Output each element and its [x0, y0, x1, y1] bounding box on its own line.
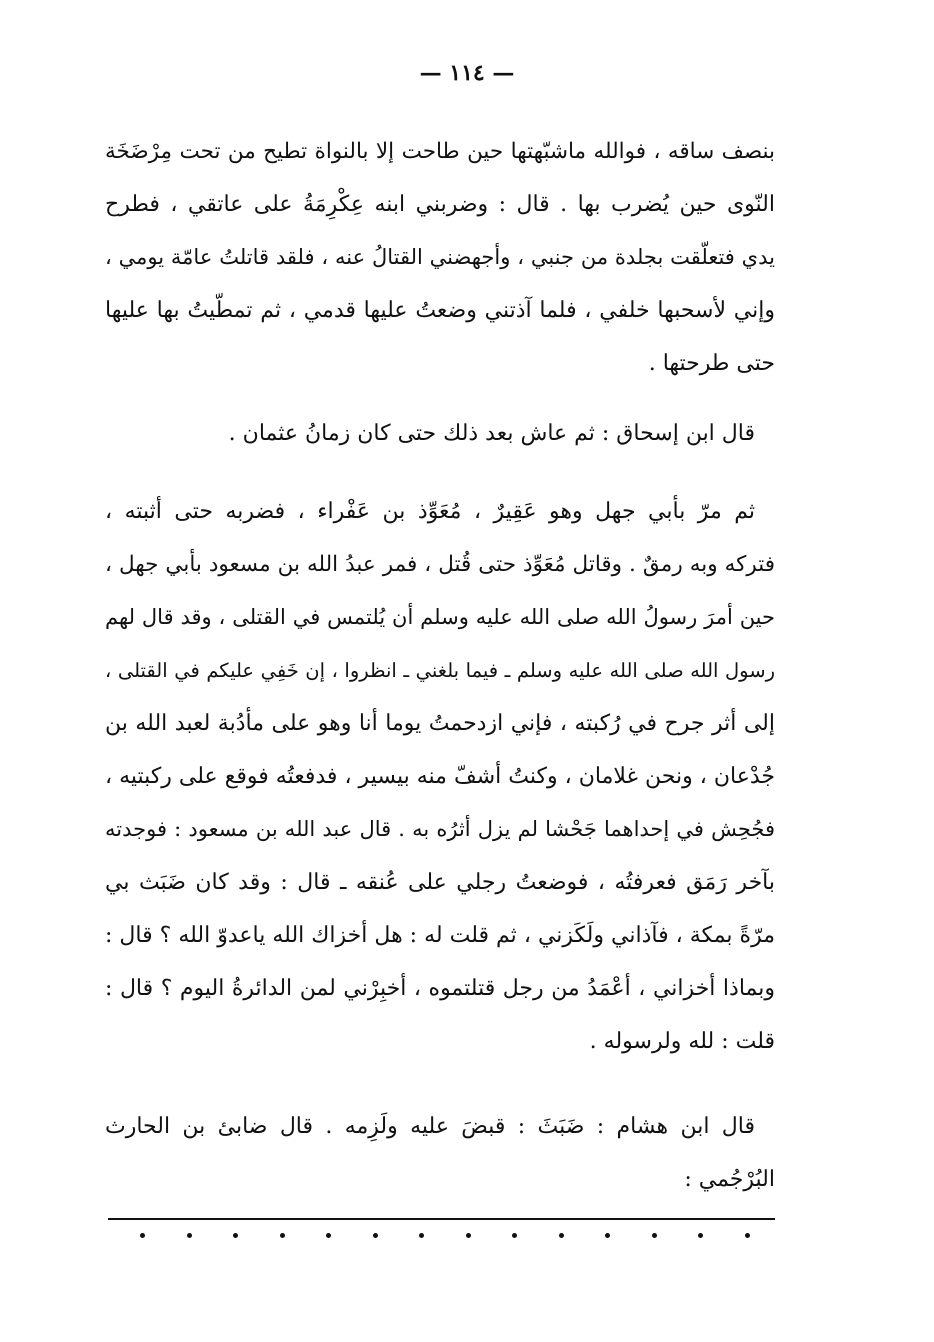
dot: [698, 1233, 703, 1238]
text-line: وإني لأسحبها خلفي ، فلما آذتني وضعتُ عليها قدمي ، ثم تمطّيتُ بها عليها: [105, 298, 775, 323]
paragraph-ibn-ishaq: [105, 407, 775, 460]
dot: [605, 1233, 610, 1238]
dot: [512, 1233, 517, 1238]
text-line: ثم مرّ بأبي جهل وهو عَقِيرٌ ، مُعَوِّذ بن عَفْراء ، فضربه حتى أثبته ،: [105, 499, 755, 524]
text-line: يدي فتعلّقت بجلدة من جنبي ، وأجهضني القتالُ عنه ، فلقد قاتلتُ عامّة يومي ،: [105, 245, 775, 269]
dot: [419, 1233, 424, 1238]
text-line: فتركه وبه رمقٌ . وقاتل مُعَوِّذ حتى قُتل ، فمر عبدُ الله بن مسعود بأبي جهل ،: [105, 552, 775, 577]
text-line: البُرْجُمي :: [684, 1167, 775, 1192]
paragraph-narrative-leg: [105, 125, 775, 390]
dot: [233, 1233, 238, 1238]
dotted-separator: [140, 1233, 750, 1238]
text-line: بآخر رَمَق فعرفتُه ، فوضعتُ رجلي على عُنقه ـ قال : وقد كان ضَبَث بي: [105, 870, 775, 895]
paragraph-ibn-hisham: [105, 1100, 775, 1206]
text-line: بنصف ساقه ، فوالله ماشبّهتها حين طاحت إلا بالنواة تطيح من تحت مِرْضَخَة: [105, 139, 775, 164]
text-line: قلت : لله ولرسوله .: [589, 1029, 775, 1054]
dot: [280, 1233, 285, 1238]
text-line: قال ابن إسحاق : ثم عاش بعد ذلك حتى كان زمانُ عثمان .: [228, 421, 755, 446]
page-number: — ١١٤ —: [419, 60, 515, 86]
text-line: النّوى حين يُضرب بها . قال : وضربني ابنه عِكْرِمَةُ على عاتقي ، فطرح: [105, 192, 775, 217]
dot: [187, 1233, 192, 1238]
dot: [373, 1233, 378, 1238]
text-line: قال ابن هشام : ضَبَثَ : قبضَ عليه ولَزِمه . قال ضابئ بن الحارث: [105, 1114, 755, 1139]
text-line: حتى طرحتها .: [648, 351, 775, 376]
text-line: فجُحِش في إحداهما جَحْشا لم يزل أثرُه به . قال عبد الله بن مسعود : فوجدته: [105, 817, 775, 841]
dot: [326, 1233, 331, 1238]
paragraph-abu-jahl: [105, 485, 775, 1068]
dot: [745, 1233, 750, 1238]
horizontal-rule: [108, 1218, 775, 1220]
dot: [466, 1233, 471, 1238]
dot: [652, 1233, 657, 1238]
text-line: مرّةً بمكة ، فآذاني ولَكَزني ، ثم قلت له : هل أخزاك الله ياعدوّ الله ؟ قال :: [105, 923, 775, 948]
text-line: جُدْعان ، ونحن غلامان ، وكنتُ أشفّ منه بيسير ، فدفعتُه فوقع على ركبتيه ،: [105, 764, 775, 789]
dot: [140, 1233, 145, 1238]
text-line: حين أمرَ رسولُ الله صلى الله عليه وسلم أن يُلتمس في القتلى ، وقد قال لهم: [105, 605, 775, 629]
text-line: إلى أثر جرح في رُكبته ، فإني ازدحمتُ يوما أنا وهو على مأدُبة لعبد الله بن: [105, 711, 775, 736]
text-line: رسول الله صلى الله عليه وسلم ـ فيما بلغني ـ انظروا ، إن خَفِي عليكم في القتلى ،: [105, 659, 775, 682]
text-line: وبماذا أخزاني ، أعْمَدُ من رجل قتلتموه ، أخبِرْني لمن الدائرةُ اليوم ؟ قال :: [105, 976, 775, 1001]
dot: [559, 1233, 564, 1238]
